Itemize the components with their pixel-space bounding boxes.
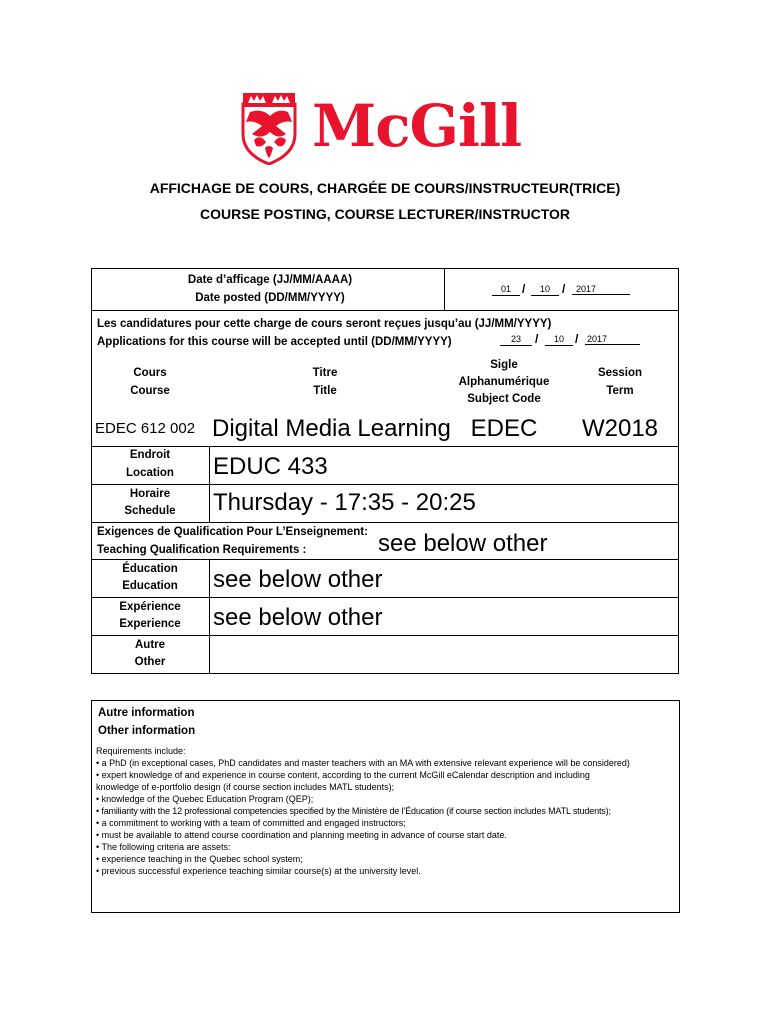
other-info-line: • a PhD (in exceptional cases, PhD candidates and master teachers with an MA with extensive relevant experience will be considered) bbox=[96, 758, 630, 768]
subject-code: EDEC bbox=[470, 415, 538, 442]
other-info-line: • The following criteria are assets: bbox=[96, 842, 231, 852]
mcgill-wordmark: McGill bbox=[312, 92, 522, 160]
education-value: see below other bbox=[213, 566, 383, 593]
schedule-label-fr: Horaire bbox=[129, 488, 171, 500]
experience-value: see below other bbox=[213, 604, 383, 631]
experience-label-fr: Expérience bbox=[119, 601, 181, 613]
education-label-en: Education bbox=[122, 580, 178, 592]
other-info-label-en: Other information bbox=[98, 725, 196, 737]
other-info-line: • expert knowledge of and experience in course content, according to the current McGill eCalendar description and including bbox=[96, 770, 590, 780]
date-posted-year: 2017 bbox=[572, 284, 630, 295]
col-code-fr1: Sigle bbox=[490, 359, 518, 371]
mcgill-logo bbox=[240, 90, 530, 170]
requirements-label-en: Teaching Qualification Requirements : bbox=[97, 544, 307, 556]
col-code-fr2: Alphanumérique bbox=[458, 376, 550, 388]
other-info-line: • knowledge of the Quebec Education Program (QEP); bbox=[96, 794, 314, 804]
requirements-label-fr: Exigences de Qualification Pour L’Enseignement: bbox=[97, 526, 368, 538]
deadline-day: 23 bbox=[500, 334, 532, 346]
other-info-label-fr: Autre information bbox=[98, 707, 195, 719]
col-title-fr: Titre bbox=[312, 367, 338, 379]
other-label-fr: Autre bbox=[134, 639, 166, 651]
mcgill-crest-icon bbox=[240, 90, 298, 165]
col-code-en: Subject Code bbox=[467, 393, 541, 405]
heading-fr: AFFICHAGE DE COURS, CHARGÉE DE COURS/INSTRUCTEUR(TRICE) bbox=[149, 180, 621, 196]
date-posted-label-fr: Date d’afficage (JJ/MM/AAAA) bbox=[187, 274, 353, 286]
location-value: EDUC 433 bbox=[213, 453, 328, 480]
term: W2018 bbox=[581, 415, 659, 442]
other-info-line: • experience teaching in the Quebec school system; bbox=[96, 854, 303, 864]
education-label-fr: Éducation bbox=[122, 563, 178, 575]
deadline-label-fr: Les candidatures pour cette charge de cours seront reçues jusqu’au (JJ/MM/YYYY) bbox=[97, 318, 552, 330]
date-posted-label-en: Date posted (DD/MM/YYYY) bbox=[195, 292, 345, 304]
col-title-en: Title bbox=[313, 385, 337, 397]
other-label-en: Other bbox=[134, 656, 166, 668]
course-title: Digital Media Learning bbox=[212, 415, 451, 442]
col-course-fr: Cours bbox=[133, 367, 167, 379]
other-info-text bbox=[96, 745, 676, 877]
schedule-value: Thursday - 17:35 - 20:25 bbox=[213, 489, 476, 516]
deadline-month: 10 bbox=[545, 334, 573, 346]
deadline-label-en: Applications for this course will be accepted until (DD/MM/YYYY) bbox=[97, 336, 452, 348]
other-info-line: • must be available to attend course coordination and planning meeting in advance of course start date. bbox=[96, 830, 507, 840]
col-term-en: Term bbox=[606, 385, 634, 397]
experience-label-en: Experience bbox=[119, 618, 181, 630]
other-info-line: • familiarity with the 12 professional competencies specified by the Ministère de l’Éducation (if course section includes MATL students); bbox=[96, 806, 611, 816]
other-info-line: • a commitment to working with a team of committed and engaged instructors; bbox=[96, 818, 406, 828]
location-label-en: Location bbox=[126, 467, 174, 479]
date-posted-month: 10 bbox=[531, 284, 559, 296]
other-info-line: Requirements include: bbox=[96, 746, 186, 756]
other-information-box bbox=[91, 700, 680, 913]
other-info-line: • previous successful experience teaching similar course(s) at the university level. bbox=[96, 866, 421, 876]
schedule-label-en: Schedule bbox=[124, 505, 176, 517]
course-number: EDEC 612 002 bbox=[95, 420, 196, 437]
location-label-fr: Endroit bbox=[129, 449, 171, 461]
deadline-year: 2017 bbox=[585, 334, 640, 345]
other-info-line: knowledge of e-portfolio design (if course section includes MATL students); bbox=[96, 782, 395, 792]
date-posted-day: 01 bbox=[492, 284, 520, 296]
col-term-fr: Session bbox=[597, 367, 643, 379]
heading-en: COURSE POSTING, COURSE LECTURER/INSTRUCTOR bbox=[200, 206, 570, 222]
col-course-en: Course bbox=[130, 385, 170, 397]
requirements-value: see below other bbox=[378, 530, 548, 557]
